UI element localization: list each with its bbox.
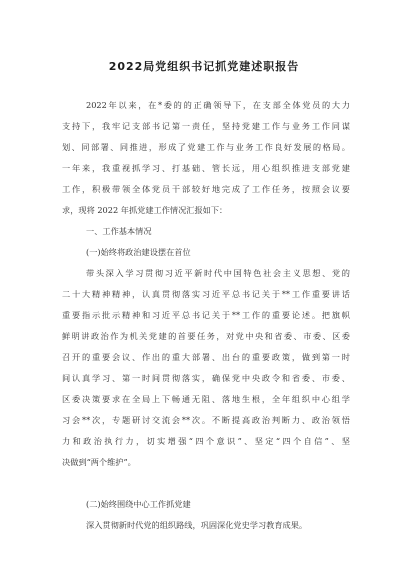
paragraph-line: 带头深入学习贯彻习近平新时代中国特色社会主义思想、党的 — [86, 268, 350, 278]
paragraph-line: 求，现将 2022 年抓党建工作情况汇报如下： — [62, 205, 228, 215]
paragraph-line: 习会**次，专题研讨交流会**次。不断提高政治判断力、政治领悟 — [62, 415, 350, 425]
paragraph-line: 划、同部署、同推进，形成了党建工作与业务工作良好发展的格局。 — [62, 142, 350, 152]
paragraph-line: 二十大精神精神，认真贯彻落实习近平总书记关于**工作重要讲话 — [62, 289, 350, 299]
paragraph-line: 决做到“两个维护”。 — [62, 457, 136, 467]
section-heading: 一、工作基本情况 — [86, 226, 152, 236]
paragraph-line: 区委决策要求在全局上下畅通无阻、落地生根，全年组织中心组学 — [62, 394, 350, 404]
document-title: 2022局党组织书记抓党建述职报告 — [108, 60, 300, 73]
paragraph-line: 重要指示批示精神和习近平总书记关于**工作的重要论述。把旗帜 — [62, 310, 350, 320]
subsection-heading: (一)始终将政治建设摆在首位 — [86, 247, 191, 257]
paragraph-line: 鲜明讲政治作为机关党建的首要任务，对党中央和省委、市委、区委 — [62, 331, 350, 341]
paragraph-line: 2022年以来，在*委的的正确领导下，在支部全体党员的大力 — [86, 100, 350, 110]
paragraph-line: 间认真学习、第一时间贯彻落实，确保党中央政令和省委、市委、 — [62, 373, 350, 383]
paragraph-line: 召开的重要会议、作出的重大部署、出台的重要政策，做到第一时 — [62, 352, 350, 362]
subsection-heading: (二)始终围绕中心工作抓党建 — [86, 499, 191, 509]
paragraph-line: 一年来，我重视抓学习、打基础、管长远，用心组织推进支部党建 — [62, 163, 350, 173]
paragraph-line: 力和政治执行力，切实增强“四个意识”、坚定“四个自信”、坚 — [62, 436, 350, 446]
paragraph-line: 支持下，我牢记支部书记第一责任，坚持党建工作与业务工作同谋 — [62, 121, 350, 131]
paragraph-line: 深入贯彻新时代党的组织路线，巩固深化党史学习教育成果。 — [86, 520, 308, 530]
paragraph-line: 工作，积极带领全体党员干部较好地完成了工作任务，按照会议要 — [62, 184, 350, 194]
